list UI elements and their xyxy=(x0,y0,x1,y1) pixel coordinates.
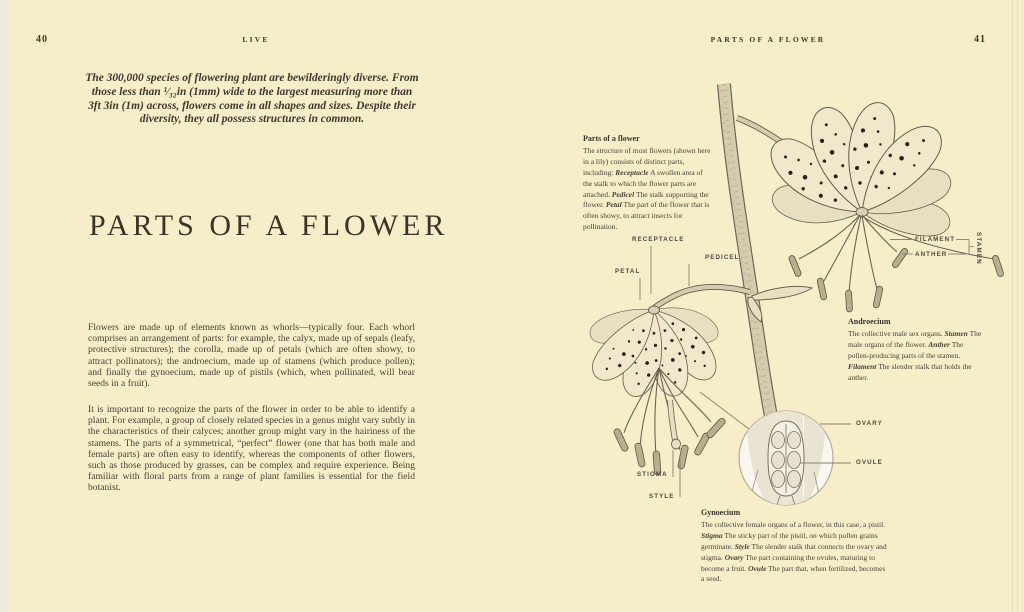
running-head-left: LIVE xyxy=(242,35,270,44)
body-paragraph-1: Flowers are made up of elements known as whorls—typically four. Each whorl comprises an arrangement of parts: for example, the calyx, made up of sepals (leafy, protective structures); the corolla, made up of petals (which are often showy, to attract pollinators); the androecium, made up of stamens (which produce pollen); and finally the gynoecium, made up of pistils (which, when pollinated, will bear seeds in a fruit). xyxy=(88,322,415,390)
ovary-inset xyxy=(739,410,833,507)
style-and-stigma xyxy=(670,400,681,449)
body-paragraph-2: It is important to recognize the parts of the flower in order to be able to identify a plant. For example, a group of closely related species in a genus might vary subtly in the characteristics of their calyces; another group might vary in the hairiness of the stamens. The parts of a symmetrical, “perfect” flower (one that has both male and female parts) are often easy to identify, whereas the components of other flowers, such as those produced by grasses, can be complex and require experience. Being familiar with floral parts from a range of plant families is essential for the field botanist. xyxy=(88,404,415,494)
label-pedicel: PEDICEL xyxy=(705,254,740,261)
main-stem xyxy=(721,84,781,470)
label-ovule: OVULE xyxy=(856,459,883,466)
parts-of-flower-text: The structure of most flowers (shown here in a lily) consists of distinct parts, including: Receptacle A swollen area of the stalk to which the flower parts are attached. Pedicel The stalk supporting the flower. Petal The part of the flower that is often showy, to attract insects for pollination. xyxy=(583,145,711,232)
page-title: PARTS OF A FLOWER xyxy=(89,209,449,242)
upper-flower xyxy=(760,98,1004,312)
folio-left: 40 xyxy=(36,34,48,45)
page-edge-line-2 xyxy=(1017,0,1018,612)
label-stamen: STAMEN xyxy=(975,232,982,265)
gynoecium-block xyxy=(701,508,889,585)
page-edge-line-1 xyxy=(1012,0,1013,612)
folio-right: 41 xyxy=(974,34,986,45)
parts-of-flower-block xyxy=(583,134,713,233)
gynoecium-heading: Gynoecium xyxy=(701,508,741,517)
androecium-heading: Androecium xyxy=(848,317,891,326)
page-edge-left xyxy=(0,0,7,612)
label-filament: FILAMENT xyxy=(915,236,956,243)
gynoecium-text: The collective female organs of a flower, in this case, a pistil. Stigma The sticky part of the pistil, on which pollen grains germinate. Style The slender stalk that connects the ovary and stigma. Ovary The part containing the ovules, maturing to become a fruit. Ovule The part that, when fertilized, becomes a seed. xyxy=(701,519,887,584)
label-anther: ANTHER xyxy=(915,250,948,258)
label-stigma: STIGMA xyxy=(637,471,668,478)
androecium-block xyxy=(848,317,983,383)
intro-text: The 300,000 species of flowering plant are bewilderingly diverse. From those less than ¹⁄₃₂in (1mm) wide to the largest measuring more than 3ft 3in (1m) across, flowers come in all shapes and sizes. Despite their diversity, they all possess structures in common. xyxy=(85,72,419,126)
pedicel-lower xyxy=(652,287,750,310)
label-petal: PETAL xyxy=(615,268,641,275)
label-receptacle: RECEPTACLE xyxy=(632,236,685,243)
androecium-text: The collective male sex organs. Stamen The male organs of the flower. Anther The pollen-producing parts of the stamen. Filament The slender stalk that holds the anther. xyxy=(848,328,982,382)
label-ovary: OVARY xyxy=(856,420,883,427)
label-style: STYLE xyxy=(649,493,675,500)
lower-flower xyxy=(584,295,727,475)
running-head-right: PARTS OF A FLOWER xyxy=(710,35,826,44)
parts-of-flower-heading: Parts of a flower xyxy=(583,134,640,143)
